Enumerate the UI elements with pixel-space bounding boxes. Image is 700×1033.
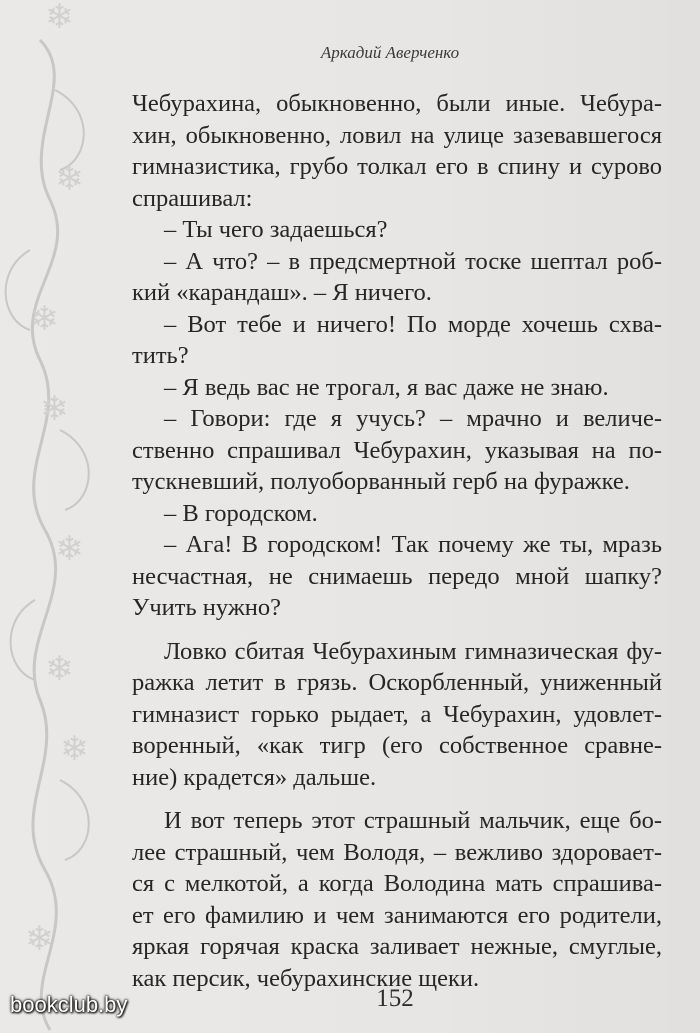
text-line: ственно спрашивал Чебурахин, указывая на по-: [132, 436, 662, 464]
watermark-label: bookclub.by: [10, 992, 128, 1017]
text-line: – В городском.: [164, 499, 318, 527]
text-line: лее страшный, чем Володя, – вежливо здоровает-: [132, 838, 662, 866]
text-line: – Ты чего задаешься?: [164, 216, 388, 243]
text-line: ние) крадется» дальше.: [132, 763, 377, 791]
svg-text:❄: ❄: [40, 389, 69, 429]
paragraph-gap: [132, 624, 662, 636]
svg-text:❄: ❄: [30, 299, 59, 339]
text-line: Ловко сбитая Чебурахиным гимназическая фу-: [164, 637, 662, 665]
text-line: И вот теперь этот страшный мальчик, еще бо-: [164, 807, 662, 834]
text-line: гимназист горько рыдает, а Чебурахин, удовлет-: [132, 700, 662, 728]
text-line: гимназистика, грубо толкал его в спину и сурово: [132, 153, 662, 180]
text-line: несчастная, не снимаешь передо мной шапку?: [132, 562, 662, 590]
page-number: 152: [376, 985, 414, 1012]
svg-text:❄: ❄: [25, 919, 54, 959]
text-line: хин, обыкновенно, ловил на улице зазевавшегося: [132, 121, 662, 149]
text-line: – А что? – в предсмертной тоске шептал роб-: [164, 247, 662, 275]
svg-text:❄: ❄: [45, 649, 74, 689]
svg-text:❄: ❄: [55, 159, 84, 199]
text-line: ражка летит в грязь. Оскорбленный, униженный: [132, 669, 662, 696]
text-line: ет его фамилию и чем занимаются его родители,: [132, 901, 662, 929]
text-line: как персик, чебурахинские щеки.: [132, 964, 480, 992]
running-header: Аркадий Аверченко: [320, 43, 460, 62]
text-line: яркая горячая краска заливает нежные, смуглые,: [132, 933, 662, 960]
text-line: воренный, «как тигр (его собственное сравне-: [132, 732, 662, 759]
text-line: – Ага! В городском! Так почему же ты, мразь: [164, 531, 662, 558]
text-line: Чебурахина, обыкновенно, были иные. Чебура-: [132, 90, 662, 117]
text-line: ся с мелкотой, а когда Володина мать спрашива-: [132, 870, 662, 897]
text-line: Учить нужно?: [132, 594, 281, 621]
text-line: спрашивал:: [132, 184, 253, 212]
body-text: [132, 88, 662, 994]
text-line: – Говори: где я учусь? – мрачно и величе-: [164, 405, 662, 432]
text-line: тить?: [132, 342, 189, 369]
text-line: – Вот тебе и ничего! По морде хочешь схва-: [164, 310, 662, 338]
svg-text:❄: ❄: [55, 529, 84, 569]
svg-text:❄: ❄: [45, 0, 74, 37]
svg-text:❄: ❄: [60, 729, 89, 769]
text-line: – Я ведь вас не трогал, я вас даже не знаю.: [164, 373, 609, 401]
text-line: тускневший, полуоборванный герб на фуражке.: [132, 468, 630, 495]
text-line: кий «карандаш». – Я ничего.: [132, 279, 432, 306]
snowflake-ornament: [0, 0, 130, 1033]
paragraph-gap: [132, 793, 662, 805]
